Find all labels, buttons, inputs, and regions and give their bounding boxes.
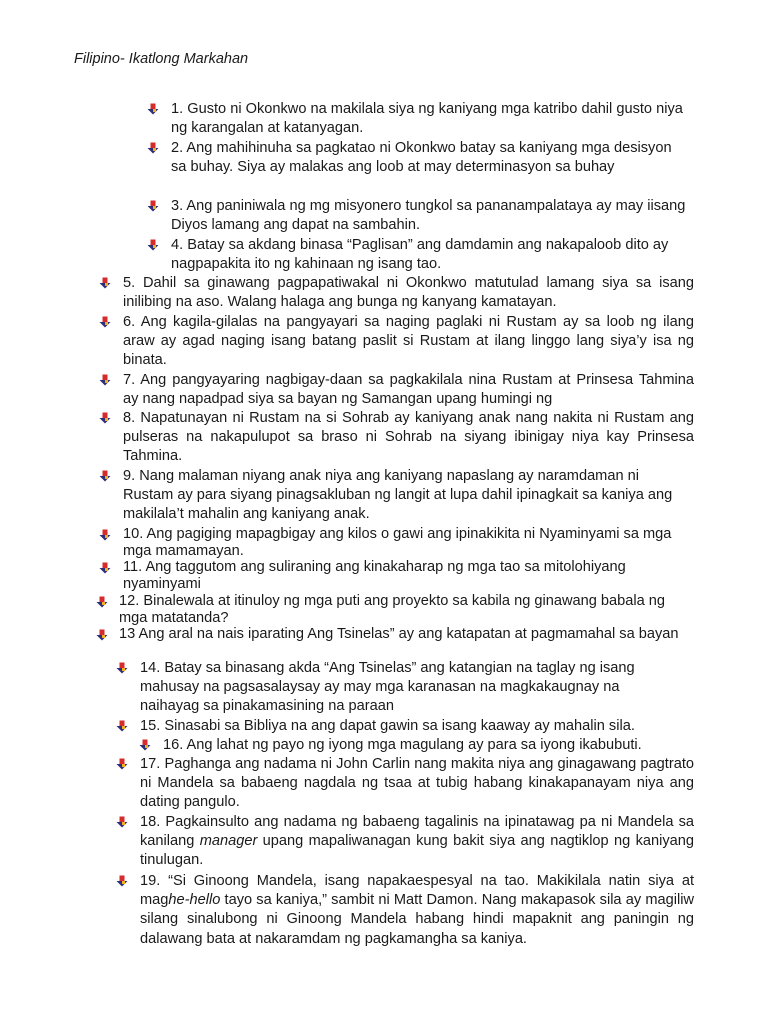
list-item-text: 4. Batay sa akdang binasa “Paglisan” ang damdamin ang nakapaloob dito ay nagpapakita ito ng kahinaan ng isang tao. xyxy=(171,237,669,273)
list-item-text: 16. Ang lahat ng payo ng iyong mga magulang ay para sa iyong ikabubuti. xyxy=(163,737,642,753)
list-item xyxy=(140,659,670,717)
list-item xyxy=(140,813,694,871)
list-item xyxy=(123,409,694,467)
list-item xyxy=(171,197,695,235)
list-item-text: 7. Ang pangyayaring nagbigay-daan sa pagkakilala nina Rustam at Prinsesa Tahmina ay nang napadpad siya sa bayan ng Samangan upang humingi ng xyxy=(123,372,694,408)
list-item xyxy=(119,593,691,626)
list-item-text: 17. Paghanga ang nadama ni John Carlin nang makita niya ang ginagawang pagtrato ni Mandela sa babaeng nagdala ng tsaa at tubig habang kinakapanayam niya ang dating pangulo. xyxy=(140,756,694,811)
list-item xyxy=(119,626,691,643)
list-item xyxy=(140,872,694,949)
emphasized-word: manager xyxy=(199,833,258,850)
list-item xyxy=(171,139,681,177)
arrow-bullet-icon xyxy=(99,562,111,574)
list-item-text: 19. “Si Ginoong Mandela, isang napakaespesyal na tao. Makikilala natin siya at maghe-hello tayo sa kaniya,” sambit ni Matt Damon. Nang makapasok sila ay magiliw silang sinalubong ni Ginoong Mandela habang hindi mapaknit ang paningin ng dalawang bata at nakaramdam ng pagkamangha sa kaniya. xyxy=(140,873,694,947)
list-item-text: 6. Ang kagila-gilalas na pangyayari sa naging paglaki ni Rustam ay sa loob ng ilang araw ay agad naging isang batang paslit si Rustam at ilang linggo lang siya’y isa ng binata. xyxy=(123,314,694,369)
list-item-text: 10. Ang pagiging mapagbigay ang kilos o gawi ang ipinakikita ni Nyaminyami sa mga mga mamamayan. xyxy=(123,526,672,559)
arrow-bullet-icon xyxy=(139,739,151,751)
list-item-text: 2. Ang mahihinuha sa pagkatao ni Okonkwo batay sa kaniyang mga desisyon sa buhay. Siya ay malakas ang loob at may determinasyon sa buhay xyxy=(171,140,672,176)
list-item xyxy=(171,236,689,274)
list-item-text: 8. Napatunayan ni Rustam na si Sohrab ay kaniyang anak nang nakita ni Rustam ang pulseras na nakapulupot sa braso ni Sohrab na siyang ibinigay niya kay Prinsesa Tahmina. xyxy=(123,410,694,465)
list-item-text: 11. Ang taggutom ang suliraning ang kinakaharap ng mga tao sa mitolohiyang nyaminyami xyxy=(123,559,626,592)
list-item xyxy=(123,526,688,559)
arrow-bullet-icon xyxy=(147,239,159,251)
arrow-bullet-icon xyxy=(116,816,128,828)
list-item-text: 5. Dahil sa ginawang pagpapatiwakal ni Okonkwo matutulad lamang siya sa isang inilibing na aso. Walang halaga ang bunga ng kanyang kamatayan. xyxy=(123,275,694,311)
list-item xyxy=(123,313,694,371)
arrow-bullet-icon xyxy=(147,142,159,154)
arrow-bullet-icon xyxy=(147,200,159,212)
list-item-text: 13 Ang aral na nais iparating Ang Tsinelas” ay ang katapatan at pagmamahal sa bayan xyxy=(119,626,679,642)
list-item-text: 18. Pagkainsulto ang nadama ng babaeng tagalinis na ipinatawag pa ni Mandela sa kanilang manager upang mapaliwanagan kung bakit siya ang nagtiklop ng kaniyang tinulugan. xyxy=(140,814,694,869)
arrow-bullet-icon xyxy=(116,875,128,887)
arrow-bullet-icon xyxy=(147,103,159,115)
page-header: Filipino- Ikatlong Markahan xyxy=(74,51,249,67)
list-item xyxy=(123,274,694,312)
arrow-bullet-icon xyxy=(116,662,128,674)
list-item xyxy=(140,755,694,813)
arrow-bullet-icon xyxy=(96,629,108,641)
arrow-bullet-icon xyxy=(99,470,111,482)
list-item xyxy=(123,467,683,525)
emphasized-word: he-hello xyxy=(168,892,221,909)
arrow-bullet-icon xyxy=(116,720,128,732)
arrow-bullet-icon xyxy=(99,529,111,541)
list-item-text: 1. Gusto ni Okonkwo na makilala siya ng kaniyang mga katribo dahil gusto niya ng karangalan at katanyagan. xyxy=(171,101,683,137)
arrow-bullet-icon xyxy=(99,374,111,386)
list-item xyxy=(163,736,695,755)
arrow-bullet-icon xyxy=(116,758,128,770)
arrow-bullet-icon xyxy=(99,316,111,328)
list-item xyxy=(123,559,673,592)
list-item-text: 15. Sinasabi sa Bibliya na ang dapat gawin sa isang kaaway ay mahalin sila. xyxy=(140,718,635,734)
list-item-text: 9. Nang malaman niyang anak niya ang kaniyang napaslang ay naramdaman ni Rustam ay para siyang pinagsakluban ng langit at lupa dahil ipinagkait sa kaniya ang makilala’t mahalin ang kaniyang anak. xyxy=(123,468,673,523)
list-item-text: 14. Batay sa binasang akda “Ang Tsinelas” ang katangian na taglay ng isang mahusay na pagsasalaysay ay may mga karanasan na magkakaugnay na naihayag sa pinakamasining na paraan xyxy=(140,660,635,715)
list-item xyxy=(171,100,693,138)
list-item-text: 12. Binalewala at itinuloy ng mga puti ang proyekto sa kabila ng ginawang babala ng mga matatanda? xyxy=(119,593,666,626)
list-item xyxy=(123,371,694,409)
list-item xyxy=(140,717,696,736)
arrow-bullet-icon xyxy=(99,412,111,424)
arrow-bullet-icon xyxy=(99,277,111,289)
arrow-bullet-icon xyxy=(96,596,108,608)
list-item-text: 3. Ang paniniwala ng mg misyonero tungkol sa pananampalataya ay may iisang Diyos lamang ang dapat na sambahin. xyxy=(171,198,686,234)
